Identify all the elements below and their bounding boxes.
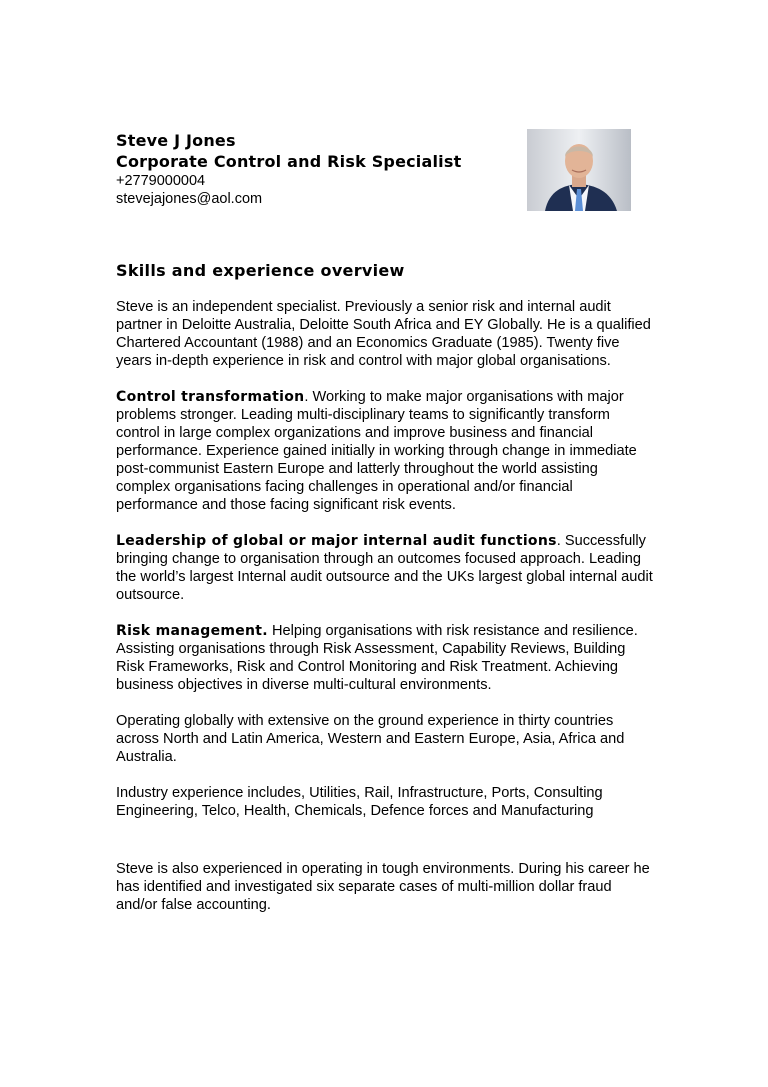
control-paragraph <box>116 388 656 514</box>
email-address: stevejajones@aol.com <box>116 191 263 207</box>
header-block <box>116 130 516 208</box>
control-lead: Control transformation <box>116 389 305 405</box>
tough-environments-paragraph: Steve is also experienced in operating in tough environments. During his career he has identified and investigated six separate cases of multi-million dollar fraud and/or false accounting. <box>116 861 650 913</box>
leadership-text: . Successfully bringing change to organisation through an outcomes focused approach. Leading the world’s largest Internal audit outsource and the UKs largest global internal audit outsource. <box>116 533 653 603</box>
risk-paragraph <box>116 622 656 694</box>
phone-number: +2779000004 <box>116 173 206 189</box>
person-name: Steve J Jones <box>116 131 236 150</box>
risk-lead: Risk management. <box>116 623 268 639</box>
portrait-illustration <box>527 129 631 211</box>
industry-paragraph: Industry experience includes, Utilities, Rail, Infrastructure, Ports, Consulting Engineering, Telco, Health, Chemicals, Defence forces and Manufacturing <box>116 785 603 819</box>
intro-paragraph: Steve is an independent specialist. Previously a senior risk and internal audit partner in Deloitte Australia, Deloitte South Africa and EY Globally. He is a qualified Chartered Accountant (1988) and an Economics Graduate (1985). Twenty five years in-depth experience in risk and control with major global organisations. <box>116 299 651 369</box>
leadership-lead: Leadership of global or major internal audit functions <box>116 533 557 549</box>
control-text: . Working to make major organisations with major problems stronger. Leading multi-disciplinary teams to significantly transform control in large complex organizations and improve business and financial performance. Experience gained initially in working through change in immediate post-communist Eastern Europe and latterly throughout the world assisting complex organisations facing challenges in operational and/or financial performance and those facing significant risk events. <box>116 389 637 513</box>
overview-section <box>116 261 656 932</box>
profile-photo <box>527 129 631 211</box>
global-paragraph: Operating globally with extensive on the ground experience in thirty countries across North and Latin America, Western and Eastern Europe, Asia, Africa and Australia. <box>116 713 625 765</box>
risk-text: Helping organisations with risk resistance and resilience. Assisting organisations through Risk Assessment, Capability Reviews, Building Risk Frameworks, Risk and Control Monitoring and Risk Treatment. Achieving business objectives in diverse multi-cultural environments. <box>116 623 638 693</box>
person-role: Corporate Control and Risk Specialist <box>116 152 462 171</box>
leadership-paragraph <box>116 532 656 604</box>
section-heading: Skills and experience overview <box>116 261 405 280</box>
